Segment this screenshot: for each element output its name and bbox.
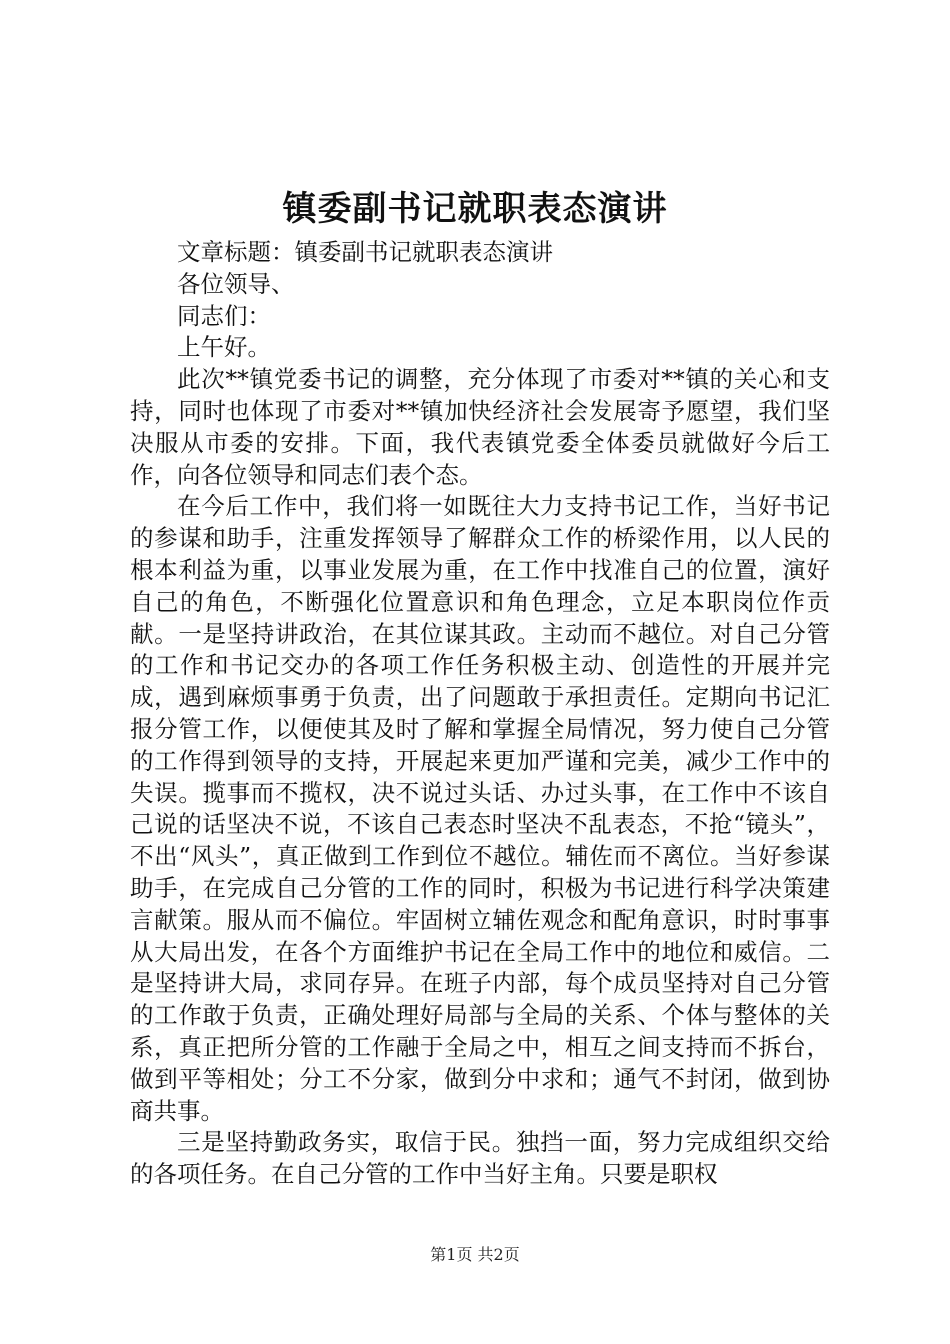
document-body [130,237,830,1191]
page-total: 共2页 [477,1245,520,1264]
paragraph-main: 在今后工作中，我们将一如既往大力支持书记工作，当好书记的参谋和助手，注重发挥领导了解群众工作的桥梁作用，以人民的根本利益为重，以事业发展为重，在工作中找准自己的位置，演好自己的角色，不断强化位置意识和角色理念，立足本职岗位作贡献。一是坚持讲政治，在其位谋其政。主动而不越位。对自己分管的工作和书记交办的各项工作任务积极主动、创造性的开展并完成，遇到麻烦事勇于负责，出了问题敢于承担责任。定期向书记汇报分管工作，以便使其及时了解和掌握全局情况，努力使自己分管的工作得到领导的支持，开展起来更加严谨和完美，减少工作中的失误。揽事而不揽权，决不说过头话、办过头事，在工作中不该自己说的话坚决不说，不该自己表态时坚决不乱表态，不抢“镜头”，不出“风头”，真正做到工作到位不越位。辅佐而不离位。当好参谋助手，在完成自己分管的工作的同时，积极为书记进行科学决策建言献策。服从而不偏位。牢固树立辅佐观念和配角意识，时时事事从大局出发，在各个方面维护书记在全局工作中的地位和威信。二是坚持讲大局，求同存异。在班子内部，每个成员坚持对自己分管的工作敢于负责，正确处理好局部与全局的关系、个体与整体的关系，真正把所分管的工作融于全局之中，相互之间支持而不拆台，做到平等相处；分工不分家，做到分中求和；通气不封闭，做到协商共事。 [130,492,830,1125]
paragraph-intro: 此次**镇党委书记的调整，充分体现了市委对**镇的关心和支持，同时也体现了市委对**镇加快经济社会发展寄予愿望，我们坚决服从市委的安排。下面，我代表镇党委全体委员就做好今后工作，向各位领导和同志们表个态。 [130,365,830,489]
paragraph-third: 三是坚持勤政务实，取信于民。独挡一面，努力完成组织交给的各项任务。在自己分管的工作中当好主角。只要是职权 [130,1128,830,1189]
greeting: 上午好。 [177,333,271,362]
salutation-leaders: 各位领导、 [177,269,295,298]
page-number: 第1页 [430,1245,473,1264]
article-title-line: 文章标题：镇委副书记就职表态演讲 [177,238,553,266]
salutation-comrades: 同志们： [177,301,271,330]
page-footer [0,1244,950,1266]
document-title: 镇委副书记就职表态演讲 [282,189,668,229]
